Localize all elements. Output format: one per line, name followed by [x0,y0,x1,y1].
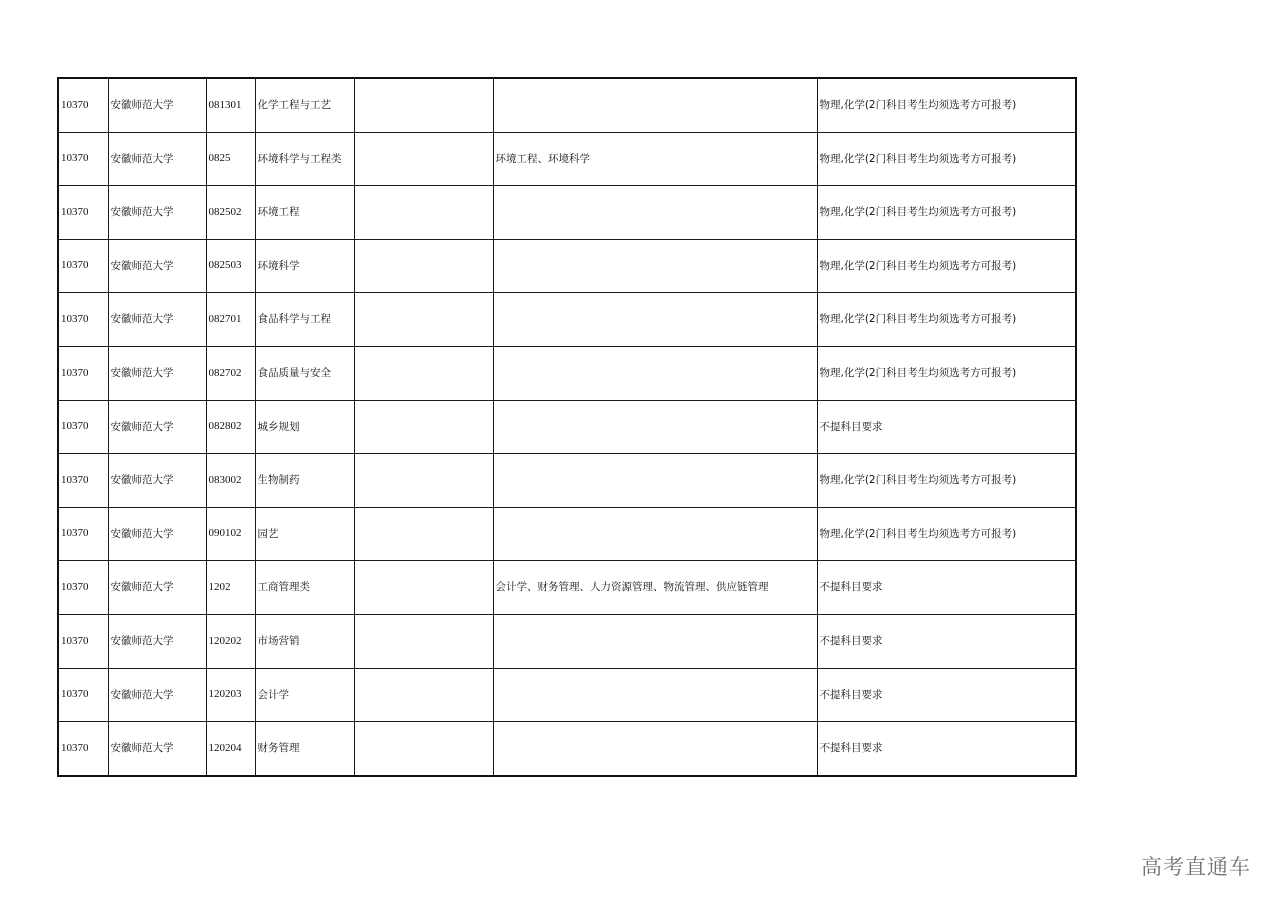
major-name-cell: 会计学 [255,668,354,722]
blank-cell [354,400,493,454]
school-name-cell: 安徽师范大学 [108,722,206,776]
major-code-cell: 120204 [206,722,255,776]
school-code-cell: 10370 [58,186,108,240]
blank-cell [354,293,493,347]
school-name-cell: 安徽师范大学 [108,561,206,615]
major-name-cell: 食品质量与安全 [255,346,354,400]
table-row [58,132,1076,186]
subject-requirements-table [57,77,1077,777]
school-name-cell: 安徽师范大学 [108,186,206,240]
major-code-cell: 083002 [206,454,255,508]
school-name-cell: 安徽师范大学 [108,507,206,561]
major-code-cell: 0825 [206,132,255,186]
subject-requirement-cell: 物理,化学(2门科目考生均须选考方可报考) [817,346,1076,400]
major-name-cell: 市场营销 [255,614,354,668]
major-name-cell: 环境工程 [255,186,354,240]
table-row [58,293,1076,347]
major-code-cell: 120202 [206,614,255,668]
major-code-cell: 082702 [206,346,255,400]
subject-requirement-cell: 不提科目要求 [817,668,1076,722]
school-name-cell: 安徽师范大学 [108,668,206,722]
included-majors-cell [493,239,817,293]
table-row [58,400,1076,454]
school-name-cell: 安徽师范大学 [108,400,206,454]
major-code-cell: 1202 [206,561,255,615]
major-name-cell: 园艺 [255,507,354,561]
major-code-cell: 090102 [206,507,255,561]
included-majors-cell [493,454,817,508]
major-name-cell: 财务管理 [255,722,354,776]
blank-cell [354,132,493,186]
subject-requirement-cell: 不提科目要求 [817,614,1076,668]
major-code-cell: 081301 [206,78,255,132]
included-majors-cell [493,293,817,347]
major-name-cell: 食品科学与工程 [255,293,354,347]
school-code-cell: 10370 [58,614,108,668]
included-majors-cell [493,668,817,722]
major-code-cell: 082802 [206,400,255,454]
table-row [58,454,1076,508]
blank-cell [354,561,493,615]
subject-requirement-cell: 物理,化学(2门科目考生均须选考方可报考) [817,132,1076,186]
included-majors-cell [493,186,817,240]
school-name-cell: 安徽师范大学 [108,78,206,132]
blank-cell [354,239,493,293]
blank-cell [354,668,493,722]
subject-requirement-cell: 不提科目要求 [817,561,1076,615]
blank-cell [354,346,493,400]
blank-cell [354,614,493,668]
school-code-cell: 10370 [58,293,108,347]
major-name-cell: 工商管理类 [255,561,354,615]
subject-requirement-cell: 物理,化学(2门科目考生均须选考方可报考) [817,78,1076,132]
table-row [58,722,1076,776]
blank-cell [354,507,493,561]
subject-requirement-cell: 物理,化学(2门科目考生均须选考方可报考) [817,507,1076,561]
table-row [58,186,1076,240]
school-code-cell: 10370 [58,507,108,561]
blank-cell [354,722,493,776]
table-row [58,668,1076,722]
school-name-cell: 安徽师范大学 [108,346,206,400]
table-row [58,239,1076,293]
school-code-cell: 10370 [58,239,108,293]
school-code-cell: 10370 [58,78,108,132]
watermark-text: 高考直通车 [1141,855,1251,879]
school-name-cell: 安徽师范大学 [108,454,206,508]
table-row [58,507,1076,561]
school-name-cell: 安徽师范大学 [108,293,206,347]
major-name-cell: 环境科学与工程类 [255,132,354,186]
subject-requirement-cell: 不提科目要求 [817,722,1076,776]
subject-requirement-cell: 不提科目要求 [817,400,1076,454]
school-code-cell: 10370 [58,346,108,400]
included-majors-cell [493,722,817,776]
major-name-cell: 化学工程与工艺 [255,78,354,132]
included-majors-cell: 环境工程、环境科学 [493,132,817,186]
included-majors-cell [493,346,817,400]
major-name-cell: 城乡规划 [255,400,354,454]
school-name-cell: 安徽师范大学 [108,132,206,186]
major-code-cell: 082701 [206,293,255,347]
blank-cell [354,186,493,240]
included-majors-cell [493,614,817,668]
subject-requirement-cell: 物理,化学(2门科目考生均须选考方可报考) [817,293,1076,347]
table-row [58,561,1076,615]
school-name-cell: 安徽师范大学 [108,614,206,668]
table-row [58,78,1076,132]
subject-requirement-cell: 物理,化学(2门科目考生均须选考方可报考) [817,186,1076,240]
included-majors-cell [493,78,817,132]
included-majors-cell: 会计学、财务管理、人力资源管理、物流管理、供应链管理 [493,561,817,615]
school-code-cell: 10370 [58,561,108,615]
major-code-cell: 082502 [206,186,255,240]
table-row [58,614,1076,668]
school-code-cell: 10370 [58,400,108,454]
major-name-cell: 生物制药 [255,454,354,508]
blank-cell [354,78,493,132]
school-code-cell: 10370 [58,668,108,722]
blank-cell [354,454,493,508]
school-code-cell: 10370 [58,722,108,776]
subject-requirement-cell: 物理,化学(2门科目考生均须选考方可报考) [817,239,1076,293]
subject-requirement-cell: 物理,化学(2门科目考生均须选考方可报考) [817,454,1076,508]
school-code-cell: 10370 [58,132,108,186]
major-code-cell: 082503 [206,239,255,293]
school-name-cell: 安徽师范大学 [108,239,206,293]
school-code-cell: 10370 [58,454,108,508]
included-majors-cell [493,507,817,561]
included-majors-cell [493,400,817,454]
major-name-cell: 环境科学 [255,239,354,293]
table-row [58,346,1076,400]
major-code-cell: 120203 [206,668,255,722]
table-body [58,78,1076,776]
